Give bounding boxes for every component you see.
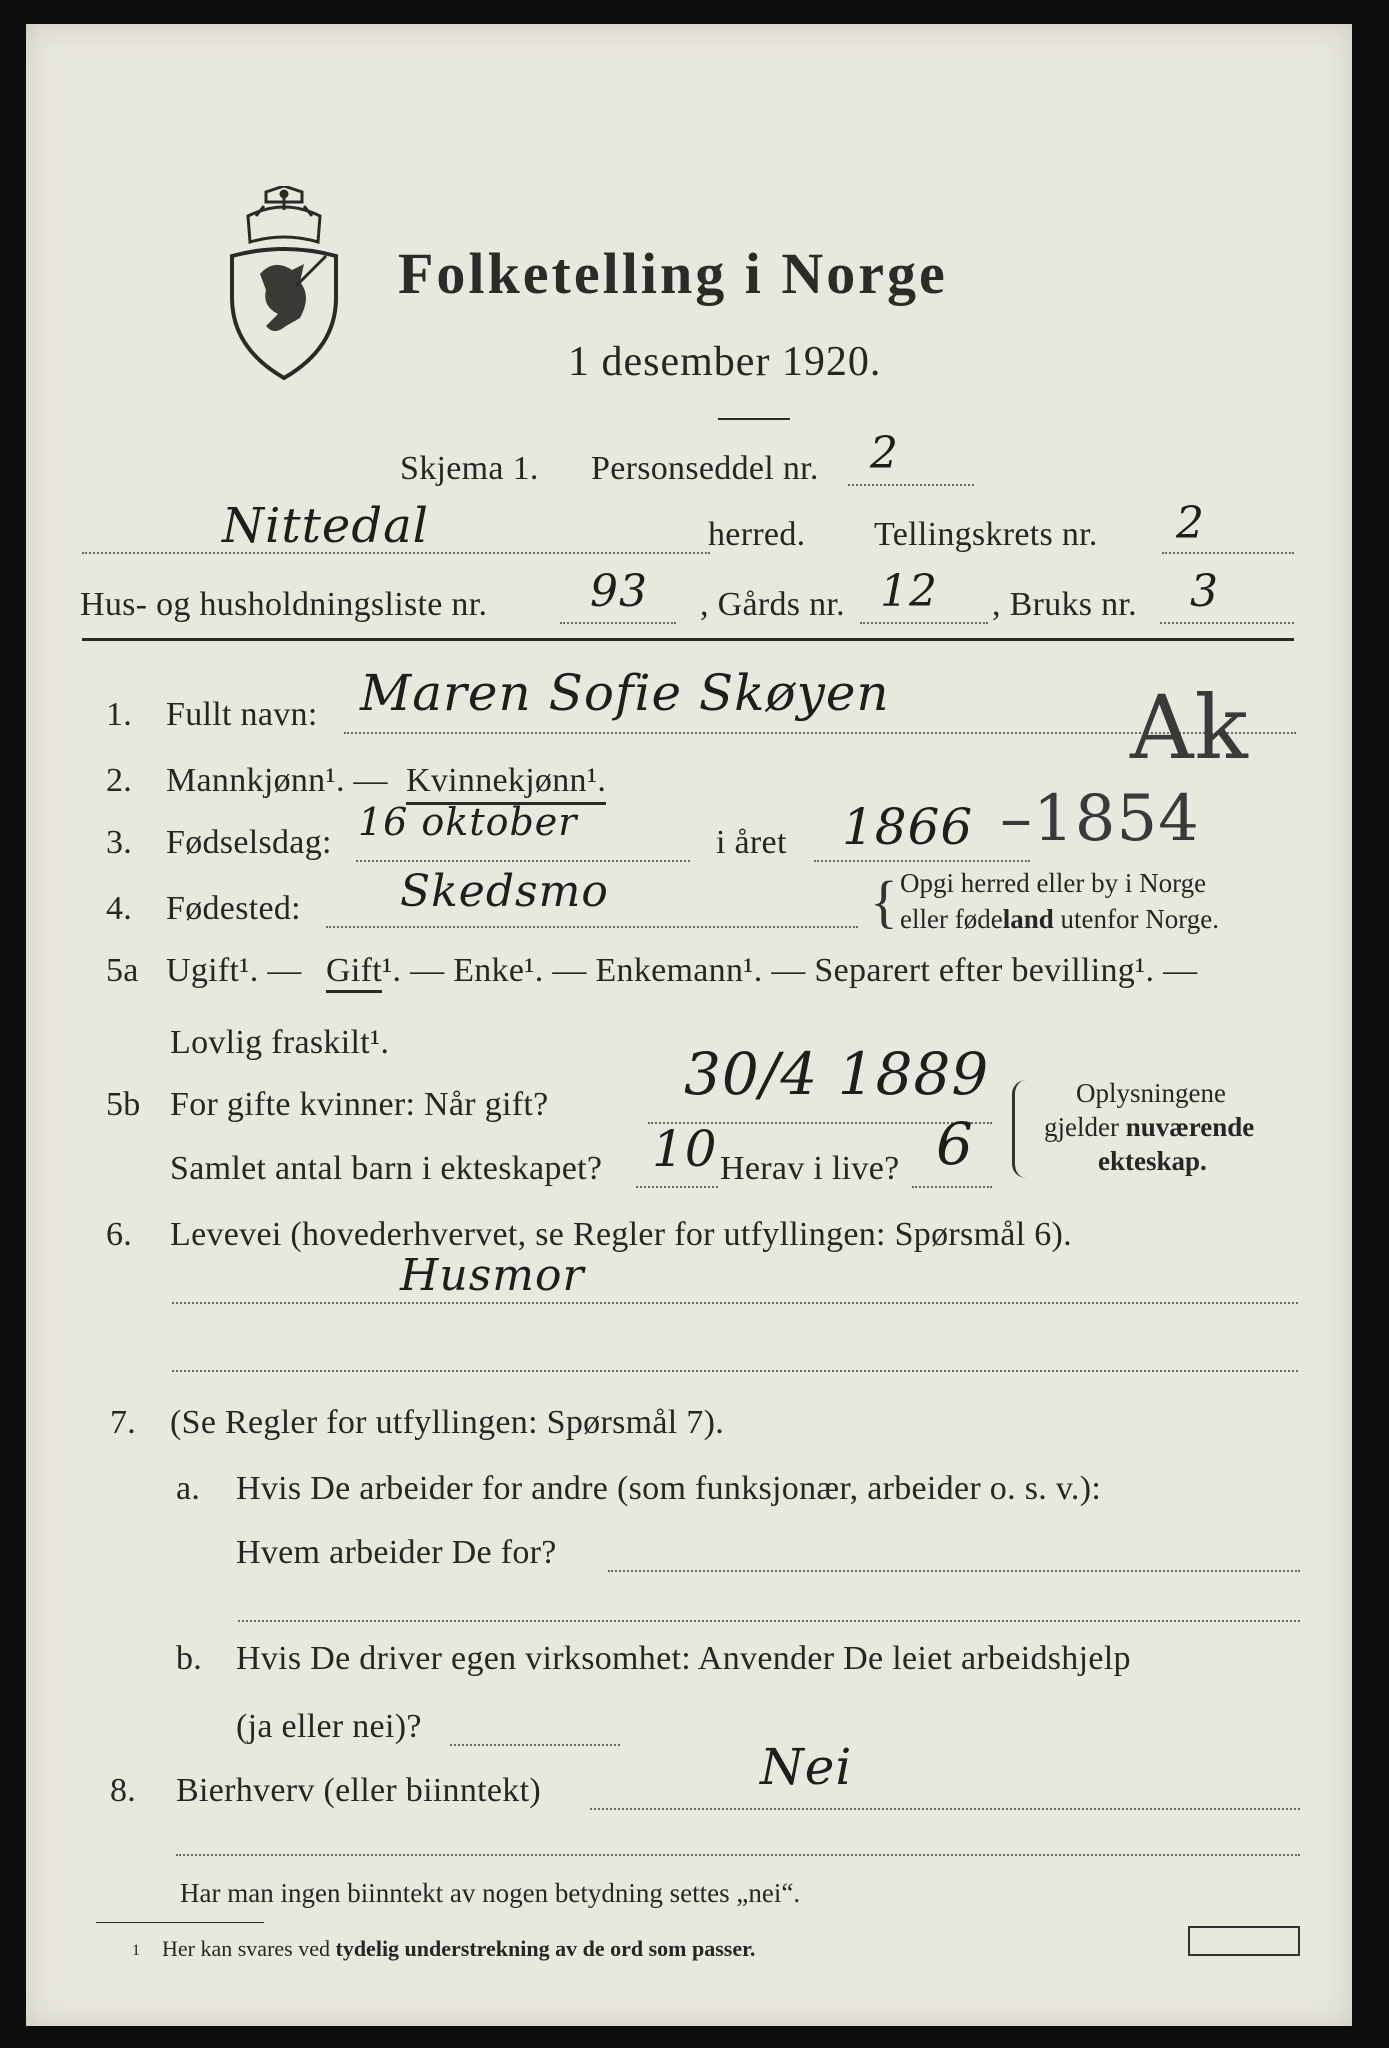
q4-label: Fødested:: [166, 890, 301, 927]
q7-label: (Se Regler for utfyllingen: Spørsmål 7).: [170, 1404, 725, 1441]
q8-line: [590, 1808, 1300, 1810]
personseddel-line: [848, 484, 974, 486]
q2-female[interactable]: Kvinnekjønn¹.: [406, 762, 606, 805]
q5b-note-line2: gjelder nuværende: [1044, 1112, 1255, 1142]
q7b-line1: Hvis De driver egen virksomhet: Anvender De leiet arbeidshjelp: [236, 1640, 1131, 1677]
q3-number: 3.: [106, 824, 133, 861]
herred-value[interactable]: Nittedal: [222, 498, 430, 554]
q5b-alive-value[interactable]: 6: [936, 1110, 974, 1178]
q5b-children-value[interactable]: 10: [652, 1120, 718, 1178]
q5a-ugift[interactable]: Ugift¹. —: [166, 952, 302, 989]
footer-note: Har man ingen biinntekt av nogen betydning settes „nei“.: [180, 1878, 801, 1908]
q6-label: Levevei (hovederhvervet, se Regler for utfyllingen: Spørsmål 6).: [170, 1216, 1072, 1253]
q5b-alive-label: Herav i live?: [720, 1150, 900, 1187]
q7b-answer-line[interactable]: [450, 1744, 620, 1746]
herred-label: herred.: [708, 516, 806, 553]
q4-number: 4.: [106, 890, 133, 927]
q4-value[interactable]: Skedsmo: [400, 866, 609, 917]
q6-value[interactable]: Husmor: [400, 1250, 585, 1301]
q3-year-line: [814, 860, 1030, 862]
tellingskrets-line: [1162, 552, 1294, 554]
q5b-children-line: [636, 1186, 718, 1188]
q7a-answer-line1[interactable]: [608, 1570, 1300, 1572]
tellingskrets-value[interactable]: 2: [1176, 498, 1205, 549]
q8-label: Bierhverv (eller biinntekt): [176, 1772, 541, 1809]
husliste-label: Hus- og husholdningsliste nr.: [80, 586, 488, 623]
header-divider: [82, 638, 1294, 641]
q4-line: [326, 926, 858, 928]
q6-line1: [172, 1302, 1298, 1304]
q5b-children-label: Samlet antal barn i ekteskapet?: [170, 1150, 603, 1187]
footnote-number: 1: [132, 1942, 140, 1959]
q5a-options[interactable]: ¹. — Enke¹. — Enkemann¹. — Separert efter bevilling¹. —: [382, 952, 1198, 989]
q7a-letter: a.: [176, 1470, 201, 1507]
q5a-number: 5a: [106, 952, 139, 989]
q7b-line2: (ja eller nei)?: [236, 1708, 422, 1745]
title-divider: [718, 418, 790, 420]
q8-value[interactable]: Nei: [760, 1738, 853, 1796]
husliste-line: [560, 622, 676, 624]
tellingskrets-label: Tellingskrets nr.: [874, 516, 1098, 553]
q4-hint-line2: eller fødeland utenfor Norge.: [900, 904, 1219, 934]
q5a-gift[interactable]: Gift: [326, 952, 382, 993]
q5a-line2[interactable]: Lovlig fraskilt¹.: [170, 1024, 390, 1061]
q7a-line2: Hvem arbeider De for?: [236, 1534, 557, 1571]
gards-label: , Gårds nr.: [700, 586, 845, 623]
bruks-label: , Bruks nr.: [992, 586, 1137, 623]
q4-hint-line1: Opgi herred eller by i Norge: [900, 868, 1207, 898]
q3-year-label: i året: [716, 824, 787, 861]
q5b-note-bracket: [1012, 1080, 1029, 1178]
q3-year-correction: –1854: [1000, 782, 1200, 856]
footnote-text: Her kan svares ved tydelig understrekning av de ord som passer.: [162, 1936, 756, 1961]
q1-value[interactable]: Maren Sofie Skøyen: [360, 664, 890, 722]
q5b-number: 5b: [106, 1086, 141, 1123]
q4-hint-brace: {: [870, 869, 898, 934]
q7a-line1: Hvis De arbeider for andre (som funksjonær, arbeider o. s. v.):: [236, 1470, 1102, 1507]
q8-line2: [176, 1854, 1300, 1856]
personseddel-label: Personseddel nr.: [591, 450, 819, 487]
gards-line: [860, 622, 988, 624]
q5b-married-value[interactable]: 30/4 1889: [684, 1040, 990, 1108]
q5b-alive-line: [912, 1186, 992, 1188]
norwegian-coat-of-arms-icon: [226, 186, 342, 382]
skjema-label: Skjema 1.: [400, 450, 539, 487]
q5b-note-line3: ekteskap.: [1098, 1146, 1207, 1176]
q7b-letter: b.: [176, 1640, 203, 1677]
q5b-label: For gifte kvinner: Når gift?: [170, 1086, 549, 1123]
footnote-divider: [96, 1922, 264, 1923]
personseddel-value[interactable]: 2: [870, 428, 899, 479]
husliste-value[interactable]: 93: [590, 566, 648, 617]
printer-stamp: [1188, 1926, 1300, 1956]
census-date: 1 desember 1920.: [568, 339, 882, 385]
bruks-value[interactable]: 3: [1190, 566, 1219, 617]
q7a-answer-line2[interactable]: [238, 1620, 1300, 1622]
gards-value[interactable]: 12: [880, 566, 938, 617]
q1-note: Ak: [1130, 676, 1249, 779]
form-title: Folketelling i Norge: [398, 241, 948, 306]
q2-male: Mannkjønn¹. —: [166, 762, 388, 799]
q7-number: 7.: [110, 1404, 137, 1441]
q6-line2: [172, 1370, 1298, 1372]
q6-number: 6.: [106, 1216, 133, 1253]
q3-label: Fødselsdag:: [166, 824, 332, 861]
q3-day-line: [356, 860, 690, 862]
q8-number: 8.: [110, 1772, 137, 1809]
q1-label: Fullt navn:: [166, 696, 318, 733]
bruks-line: [1160, 622, 1294, 624]
q3-year-value[interactable]: 1866: [842, 798, 974, 856]
q2-number: 2.: [106, 762, 133, 799]
q1-number: 1.: [106, 696, 133, 733]
q3-value[interactable]: 16 oktober: [358, 800, 578, 844]
q5b-note-line1: Oplysningene: [1076, 1078, 1226, 1108]
